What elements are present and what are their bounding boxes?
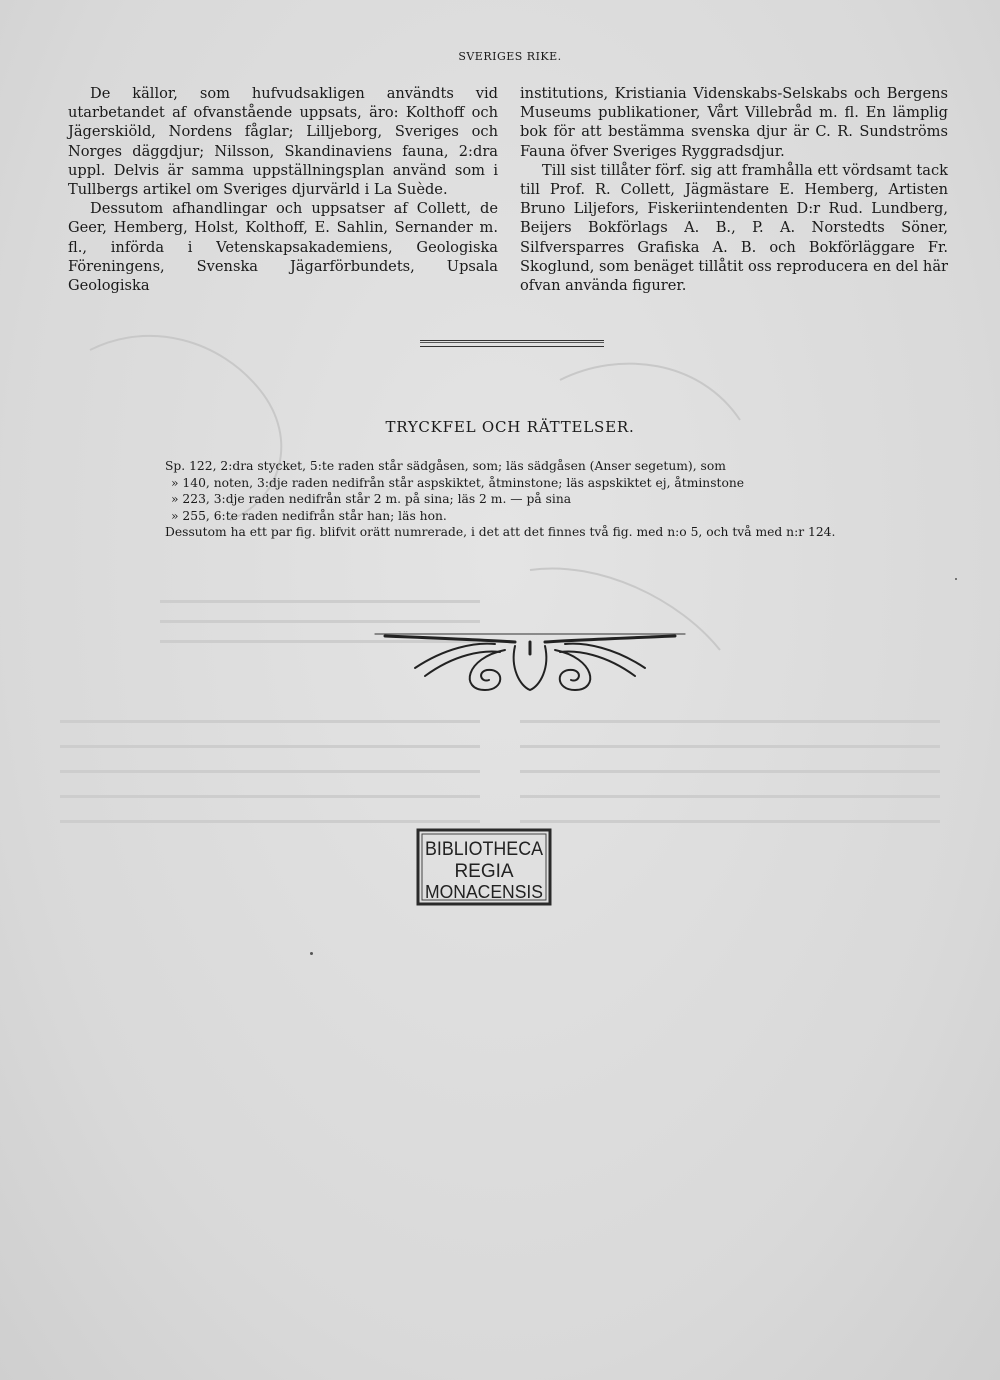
right-paragraph-1: institutions, Kristiania Videnskabs-Selskabs och Bergens Museums publikationer, Vårt Villebråd m. fl. En lämplig bok för att bestämma svenska djur är C. R. Sundströms Fauna öfver Sveriges Ryggradsdjur. <box>520 85 948 160</box>
stamp-line-2: REGIA <box>454 861 514 882</box>
errata-note: Dessutom ha ett par fig. blifvit orätt numrerade, i det att det finnes två fig. med n:o 5, och två med n:r 124. <box>165 525 836 540</box>
errata-line: » 223, 3:dje raden nedifrån står 2 m. på sina; läs 2 m. — på sina <box>171 492 572 507</box>
errata-title: TRYCKFEL OCH RÄTTELSER. <box>385 418 635 436</box>
left-column <box>68 84 498 295</box>
errata-list <box>165 458 965 541</box>
left-paragraph-2: Dessutom afhandlingar och uppsatser af Collett, de Geer, Hemberg, Holst, Kolthoff, E. Sahlin, Sernander m. fl., införda i Vetenskapsakademiens, Geologiska Föreningens, Svenska Jägarförbundets, Upsala Geologiska <box>68 200 498 295</box>
left-paragraph-1: De källor, som hufvudsakligen användts vid utarbetandet af ofvanstående uppsats, äro: Kolthoff och Jägerskiöld, Nordens fåglar; Lilljeborg, Sveriges och Norges däggdjur; Nilsson, Skandinaviens fauna, 2:dra uppl. Delvis är samma uppställningsplan använd som i Tullbergs artikel om Sveriges djurvärld i La Suède. <box>68 85 498 199</box>
right-paragraph-2: Till sist tillåter förf. sig att framhålla ett vördsamt tack till Prof. R. Collett, Jägmästare E. Hemberg, Artisten Bruno Liljefors, Fiskeriintendenten D:r Rud. Lundberg, Beijers Bokförlags A. B., P. A. Norstedts Söner, Silfversparres Grafiska A. B. och Bokförläggare Fr. Skoglund, som benäget tillåtit oss reproducera en del här ofvan använda figurer. <box>520 161 948 295</box>
section-separator-rule <box>420 340 604 347</box>
stamp-line-1: BIBLIOTHECA <box>425 839 544 860</box>
ink-speck <box>310 952 313 955</box>
stamp-line-3: MONACENSIS <box>425 882 543 902</box>
errata-line: » 140, noten, 3:dje raden nedifrån står aspskiktet, åtminstone; läs aspskiktet ej, åtminstone <box>171 475 745 490</box>
errata-line: Sp. 122, 2:dra stycket, 5:te raden står sädgåsen, som; läs sädgåsen (Anser segetum), som <box>165 459 726 473</box>
running-head: SVERIGES RIKE. <box>458 50 562 63</box>
ink-speck <box>955 578 957 580</box>
errata-line: » 255, 6:te raden nedifrån står han; läs hon. <box>171 508 447 523</box>
decorative-scroll-ornament <box>365 628 695 698</box>
library-stamp <box>414 826 554 908</box>
right-column <box>520 84 948 295</box>
